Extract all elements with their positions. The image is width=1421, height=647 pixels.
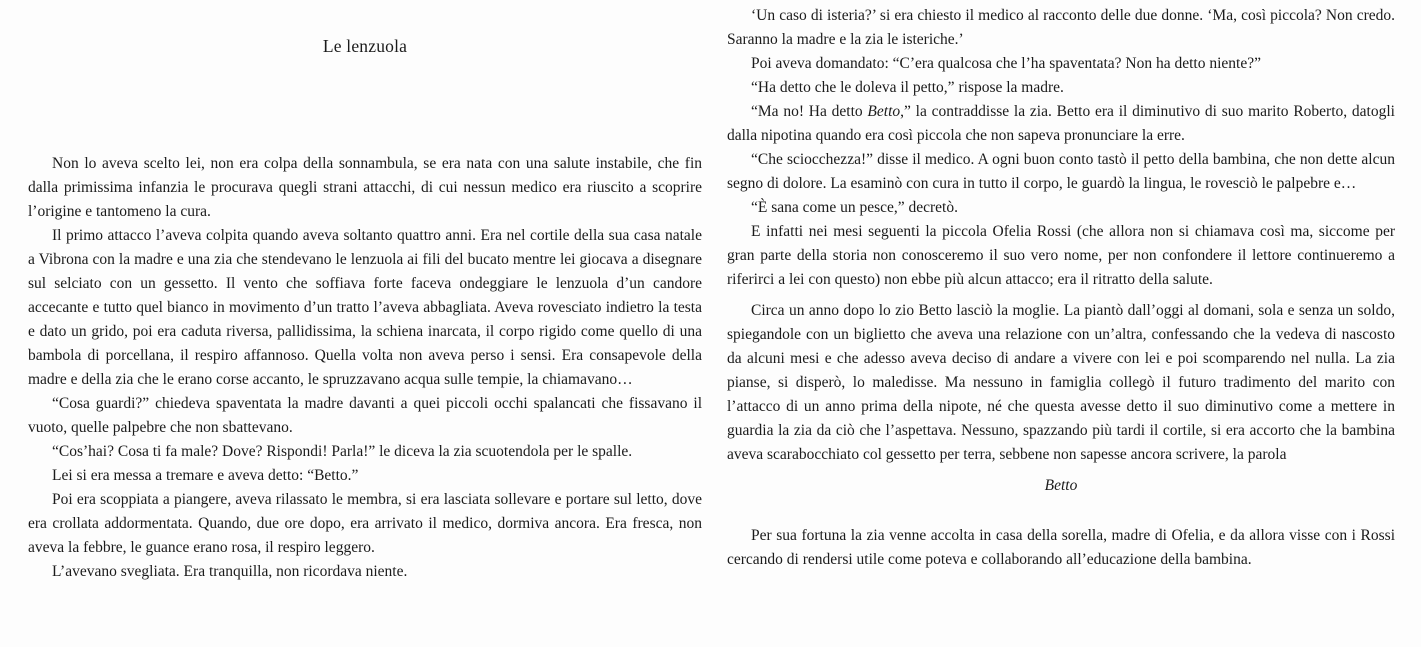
- text-run: “Cosa guardi?” chiedeva spaventata la madre davanti a quei piccoli occhi spalancati che fissavano il vuoto, quelle palpebre che non sbattevano.: [28, 395, 702, 436]
- paragraph: [28, 560, 702, 584]
- text-run: ‘Un caso di isteria?’ si era chiesto il medico al racconto delle due donne. ‘Ma, così piccola? Non credo. Saranno la madre e la zia le isteriche.’: [727, 7, 1395, 48]
- page-left-body: [28, 152, 702, 584]
- paragraph: [727, 196, 1395, 220]
- paragraph: [28, 464, 702, 488]
- paragraph: [28, 488, 702, 560]
- paragraph: [28, 392, 702, 440]
- paragraph: [28, 152, 702, 224]
- paragraph: [727, 100, 1395, 148]
- text-run: “Cos’hai? Cosa ti fa male? Dove? Rispondi! Parla!” le diceva la zia scuotendola per le spalle.: [52, 443, 633, 460]
- text-run: ,” la contraddisse la zia. Betto era il diminutivo di suo marito Roberto, datogli dalla nipotina quando era così piccola che non sapeva pronunciare la erre.: [727, 103, 1395, 144]
- page-left: [0, 0, 710, 647]
- page-right: [710, 0, 1421, 647]
- text-run: Poi aveva domandato: “C’era qualcosa che l’ha spaventata? Non ha detto niente?”: [751, 55, 1261, 72]
- text-run: “Ha detto che le doleva il petto,” rispose la madre.: [751, 79, 1064, 96]
- text-run: Circa un anno dopo lo zio Betto lasciò la moglie. La piantò dall’oggi al domani, sola e senza un soldo, spiegandole con un biglietto che aveva una relazione con un’altra, confessando che la vedeva di nascosto da alcuni mesi e che adesso aveva deciso di andare a vivere con lei e poi scomparendo nel nulla. La zia pianse, si disperò, lo maledisse. Ma nessuno in famiglia collegò il futuro tradimento del marito con l’attacco di un anno prima della nipote, né che questa avesse detto il suo diminutivo come a mettere in guardia la zia da ciò che l’aspettava. Nessuno, spazzando più tardi il cortile, si era accorto che la bambina aveva scarabocchiato col gessetto per terra, sebbene non sapesse ancora scrivere, la parola: [727, 302, 1395, 463]
- text-run: Poi era scoppiata a piangere, aveva rilassato le membra, si era lasciata sollevare e portare sul letto, dove era crollata addormentata. Quando, due ore dopo, era arrivato il medico, dormiva ancora. Era fresca, non aveva la febbre, le guance erano rosa, il respiro leggero.: [28, 491, 702, 556]
- paragraph: [28, 440, 702, 464]
- paragraph: [28, 224, 702, 392]
- text-run: “Che sciocchezza!” disse il medico. A ogni buon conto tastò il petto della bambina, che non dette alcun segno di dolore. La esaminò con cura in tutto il corpo, le guardò la lingua, le rovesciò le palpebre e…: [727, 151, 1395, 192]
- text-run: “È sana come un pesce,” decretò.: [751, 199, 958, 216]
- paragraph: [727, 76, 1395, 100]
- page-right-body: [727, 4, 1395, 572]
- text-run: Non lo aveva scelto lei, non era colpa della sonnambula, se era nata con una salute instabile, che fin dalla primissima infanzia le procurava quegli strani attacchi, di cui nessun medico era riuscito a scoprire l’origine e tantomeno la cura.: [28, 155, 702, 220]
- text-run: L’avevano svegliata. Era tranquilla, non ricordava niente.: [52, 563, 408, 580]
- paragraph: [727, 220, 1395, 292]
- paragraph: [727, 148, 1395, 196]
- paragraph: [727, 52, 1395, 76]
- paragraph: [727, 524, 1395, 572]
- text-run: E infatti nei mesi seguenti la piccola Ofelia Rossi (che allora non si chiamava così ma, siccome per gran parte della storia non conosceremo il suo vero nome, per non confondere il lettore continueremo a riferirci a lei con questo) non ebbe più alcun attacco; era il ritratto della salute.: [727, 223, 1395, 288]
- chapter-title: Le lenzuola: [322, 36, 408, 56]
- paragraph: [727, 4, 1395, 52]
- italic-text-run: Betto: [867, 103, 901, 120]
- text-run: Per sua fortuna la zia venne accolta in casa della sorella, madre di Ofelia, e da allora visse con i Rossi cercando di rendersi utile come poteva e collaborando all’educazione della bambina.: [727, 527, 1395, 568]
- italic-text-run: Betto: [1044, 477, 1078, 494]
- text-run: Il primo attacco l’aveva colpita quando aveva soltanto quattro anni. Era nel cortile della sua casa natale a Vibrona con la madre e una zia che stendevano le lenzuola ai fili del bucato mentre lei giocava a disegnare sul selciato con un gessetto. Il vento che soffiava forte faceva ondeggiare le lenzuola d’un candore accecante e tutto quel bianco in movimento d’un tratto l’aveva abbagliata. Aveva rovesciato indietro la testa e dato un grido, poi era caduta riversa, pallidissima, la schiena inarcata, il corpo rigido come quello di una bambola di porcellana, il respiro affannoso. Quella volta non aveva perso i sensi. Era consapevole della madre e della zia che le erano corse accanto, le spruzzavano acqua sulle tempie, la chiamavano…: [28, 227, 702, 388]
- centered-word: [727, 474, 1395, 498]
- text-run: Lei si era messa a tremare e aveva detto: “Betto.”: [52, 467, 359, 484]
- paragraph: [727, 299, 1395, 467]
- text-run: “Ma no! Ha detto: [751, 103, 868, 120]
